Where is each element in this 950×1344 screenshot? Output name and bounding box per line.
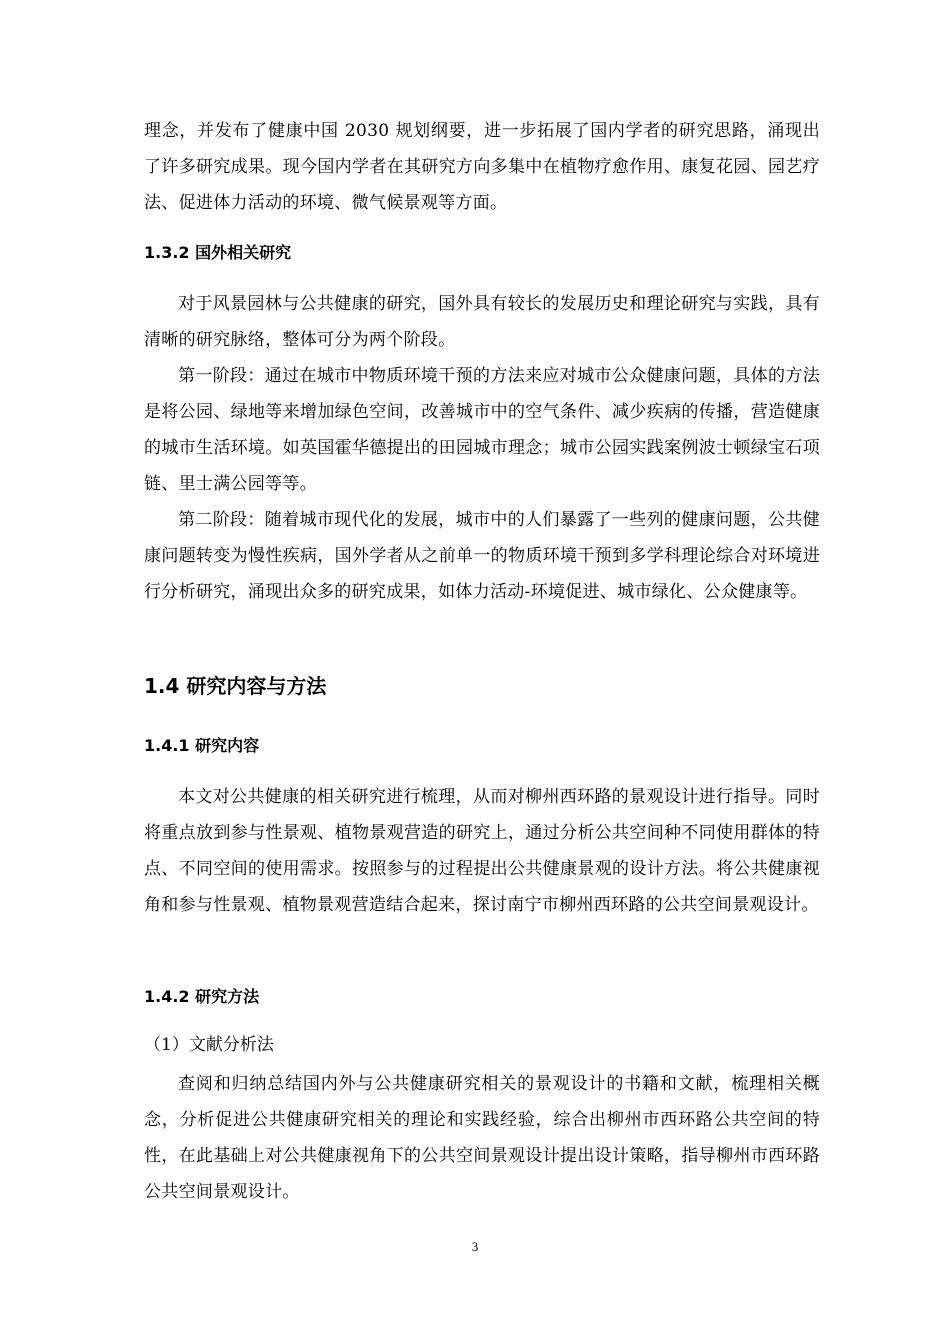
heading-1-4: 1.4 研究内容与方法 bbox=[144, 674, 327, 698]
paragraph-literature-analysis: 查阅和归纳总结国内外与公共健康研究相关的景观设计的书籍和文献，梳理相关概念，分析促进公共健康研究相关的理论和实践经验，综合出柳州市西环路公共空间的特性，在此基础上对公共健康视角下的公共空间景观设计提出设计策略，指导柳州市西环路公共空间景观设计。 bbox=[144, 1074, 820, 1202]
heading-1-3-2: 1.3.2 国外相关研究 bbox=[144, 243, 292, 262]
paragraph-domestic-research-end: 理念，并发布了健康中国 2030 规划纲要，进一步拓展了国内学者的研究思路，涌现出了许多研究成果。现今国内学者在其研究方向多集中在植物疗愈作用、康复花园、园艺疗法、促进体力活动的环境、微气候景观等方面。 bbox=[144, 121, 820, 213]
heading-1-4-2: 1.4.2 研究方法 bbox=[144, 987, 260, 1006]
page-number: 3 bbox=[471, 1239, 479, 1254]
paragraph-stage-one: 第一阶段：通过在城市中物质环境干预的方法来应对城市公众健康问题，具体的方法是将公园、绿地等来增加绿色空间，改善城市中的空气条件、减少疾病的传播，营造健康的城市生活环境。如英国霍华德提出的田园城市理念；城市公园实践案例波士顿绿宝石项链、里士满公园等等。 bbox=[144, 366, 820, 494]
paragraph-research-content: 本文对公共健康的相关研究进行梳理，从而对柳州西环路的景观设计进行指导。同时将重点放到参与性景观、植物景观营造的研究上，通过分析公共空间种不同使用群体的特点、不同空间的使用需求。按照参与的过程提出公共健康景观的设计方法。将公共健康视角和参与性景观、植物景观营造结合起来，探讨南宁市柳州西环路的公共空间景观设计。 bbox=[144, 787, 820, 915]
paragraph-stage-two: 第二阶段：随着城市现代化的发展，城市中的人们暴露了一些列的健康问题，公共健康问题转变为慢性疾病，国外学者从之前单一的物质环境干预到多学科理论综合对环境进行分析研究，涌现出众多的研究成果，如体力活动-环境促进、城市绿化、公众健康等。 bbox=[144, 510, 820, 602]
subheading-literature-analysis: （1）文献分析法 bbox=[144, 1035, 274, 1055]
paragraph-foreign-intro: 对于风景园林与公共健康的研究，国外具有较长的发展历史和理论研究与实践，具有清晰的研究脉络，整体可分为两个阶段。 bbox=[144, 294, 820, 350]
heading-1-4-1: 1.4.1 研究内容 bbox=[144, 736, 260, 755]
